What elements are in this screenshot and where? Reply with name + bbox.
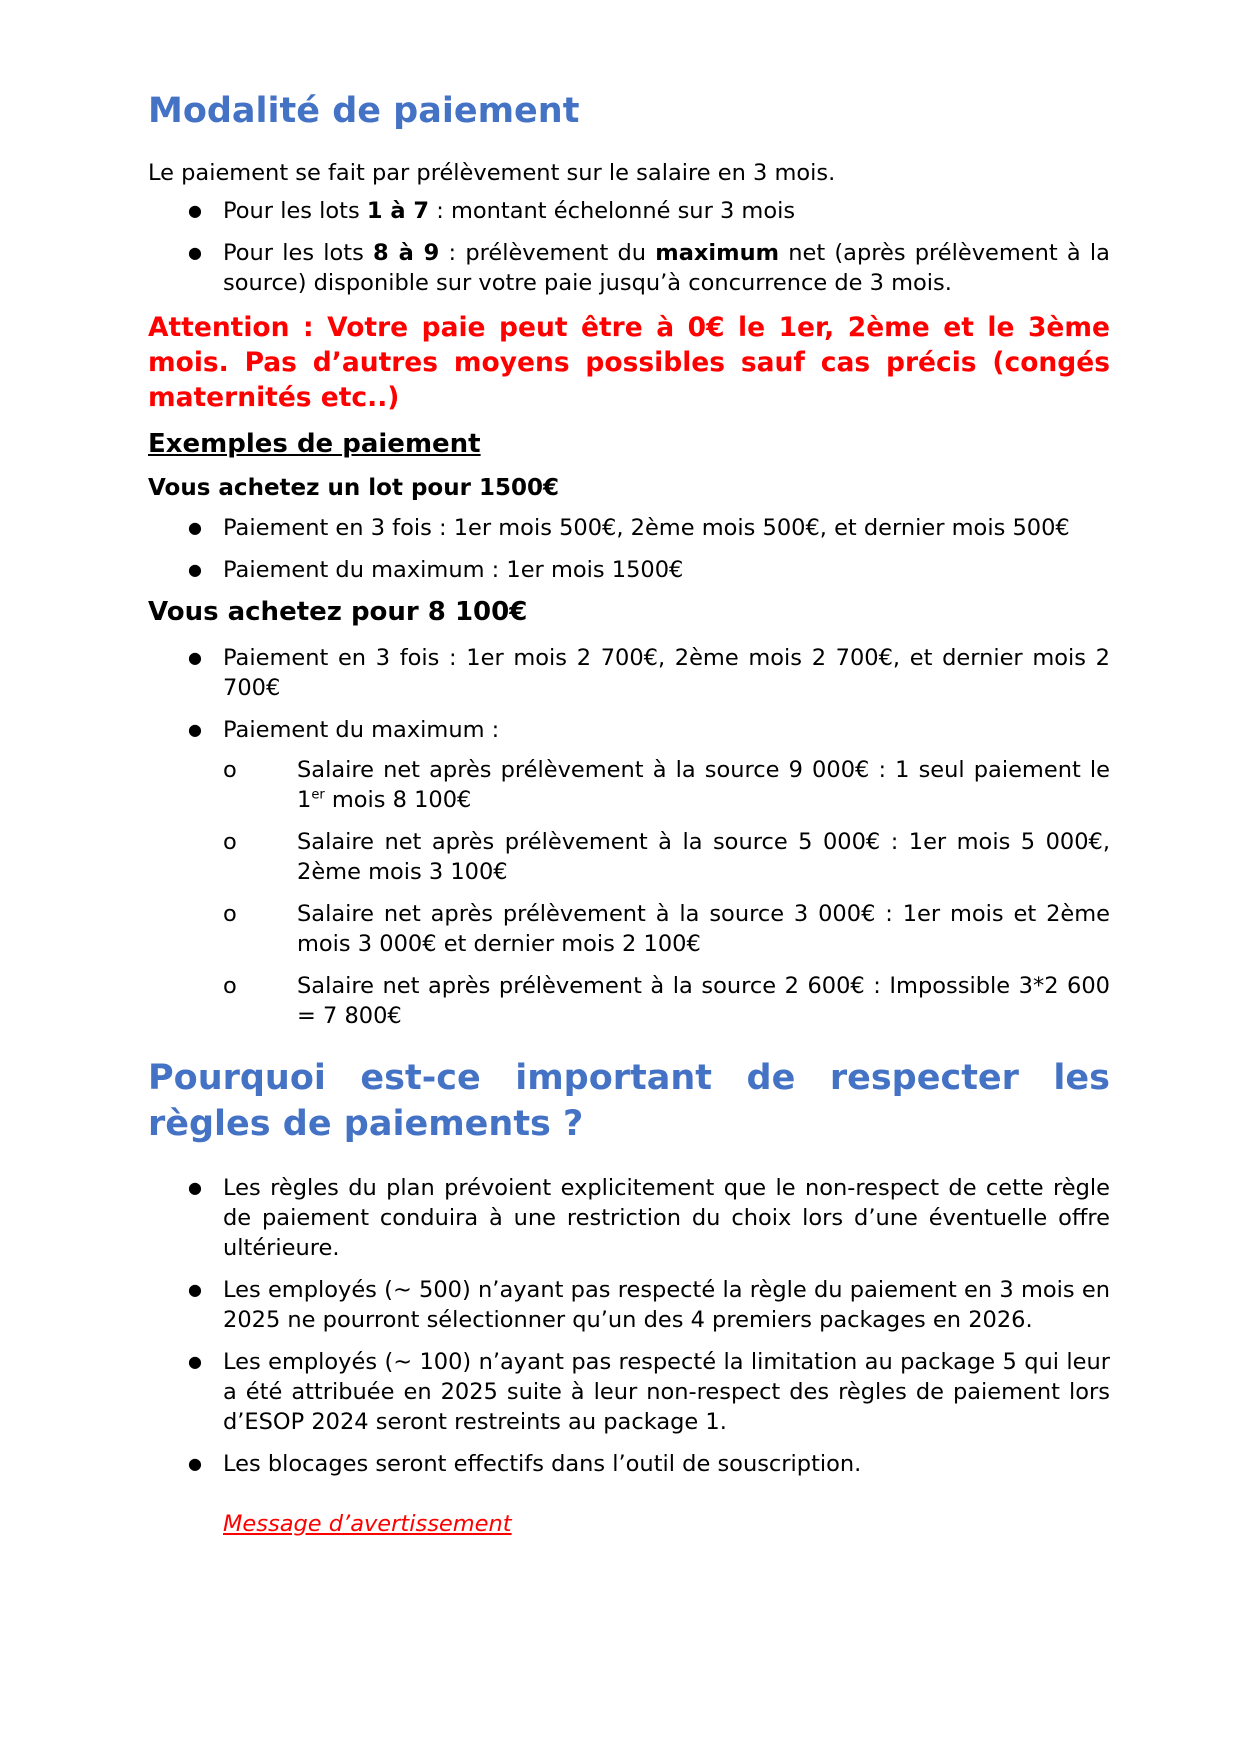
bullet-icon: ● [188, 560, 202, 579]
sub-bullet-icon: o [223, 757, 237, 783]
section-title-payment-terms: Modalité de paiement [148, 91, 580, 131]
sub-bullet-icon: o [223, 973, 237, 999]
superscript: er [311, 787, 325, 803]
item-text: Pour les lots [223, 198, 367, 224]
item-text: : prélèvement du [439, 240, 656, 266]
item-text: Pour les lots [223, 240, 374, 266]
salary-sub-list [223, 755, 1110, 1031]
list-item-lots-8-9 [148, 238, 1110, 298]
sub-list-item [223, 755, 1110, 815]
example-case-2-title: Vous achetez pour 8 100€ [148, 597, 528, 627]
bullet-icon: ● [188, 201, 202, 220]
sub-list-item [223, 899, 1110, 959]
item-text: Les employés (~ 500) n’ayant pas respecté la règle du paiement en 3 mois en 2025 ne pourront sélectionner qu’un des 4 premiers packages en 2026. [223, 1277, 1110, 1333]
sub-list-item [223, 971, 1110, 1031]
bullet-icon: ● [188, 1280, 202, 1299]
list-item [148, 1275, 1110, 1335]
bullet-icon: ● [188, 1352, 202, 1371]
examples-heading: Exemples de paiement [148, 429, 481, 459]
list-item [148, 1347, 1110, 1437]
bullet-icon: ● [188, 1454, 202, 1473]
item-bold-text: 8 à 9 [373, 240, 440, 266]
list-item [148, 643, 1110, 703]
item-text: Les employés (~ 100) n’ayant pas respecté la limitation au package 5 qui leur a été attribuée en 2025 suite à leur non-respect des règles de paiement lors d’ESOP 2024 seront restreints au package 1. [223, 1349, 1110, 1435]
item-text: Salaire net après prélèvement à la source 5 000€ : 1er mois 5 000€, 2ème mois 3 100€ [297, 829, 1110, 885]
sub-bullet-icon: o [223, 901, 237, 927]
sub-bullet-icon: o [223, 829, 237, 855]
sub-list-item [223, 827, 1110, 887]
item-text: Paiement du maximum : 1er mois 1500€ [223, 557, 684, 583]
item-text: mois 8 100€ [324, 787, 472, 813]
rules-list [148, 1173, 1110, 1479]
item-text: Salaire net après prélèvement à la source 9 000€ : 1 seul paiement le 1 [297, 757, 1110, 813]
list-item [148, 1449, 1110, 1479]
list-item [148, 513, 1110, 543]
item-text: Paiement du maximum : [223, 717, 500, 743]
item-text: Paiement en 3 fois : 1er mois 500€, 2ème mois 500€, et dernier mois 500€ [223, 515, 1070, 541]
item-text: Les blocages seront effectifs dans l’outil de souscription. [223, 1451, 862, 1477]
section-title-why-important: Pourquoi est-ce important de respecter les règles de paiements ? [148, 1058, 1110, 1144]
example-case-1-title: Vous achetez un lot pour 1500€ [148, 475, 559, 501]
list-item [148, 1173, 1110, 1263]
payment-lots-list [148, 196, 1110, 298]
bullet-icon: ● [188, 720, 202, 739]
item-text: Salaire net après prélèvement à la source 3 000€ : 1er mois et 2ème mois 3 000€ et dernier mois 2 100€ [297, 901, 1110, 957]
item-text: : montant échelonné sur 3 mois [429, 198, 796, 224]
bullet-icon: ● [188, 648, 202, 667]
bullet-icon: ● [188, 518, 202, 537]
item-text: net (après prélèvement à la source) disponible sur votre paie jusqu’à concurrence de 3 mois. [223, 240, 1110, 296]
item-text: Paiement en 3 fois : 1er mois 2 700€, 2ème mois 2 700€, et dernier mois 2 700€ [223, 645, 1110, 701]
warning-message-link[interactable]: Message d’avertissement [223, 1511, 512, 1537]
item-text: Les règles du plan prévoient explicitement que le non-respect de cette règle de paiement conduira à une restriction du choix lors d’une éventuelle offre ultérieure. [223, 1175, 1110, 1261]
item-text: Salaire net après prélèvement à la source 2 600€ : Impossible 3*2 600 = 7 800€ [297, 973, 1110, 1029]
example-case-2-list [148, 643, 1110, 1031]
attention-warning: Attention : Votre paie peut être à 0€ le 1er, 2ème et le 3ème mois. Pas d’autres moyens possibles sauf cas précis (congés maternités etc..) [148, 312, 1110, 413]
list-item-lots-1-7 [148, 196, 1110, 226]
document-page [148, 88, 1110, 1539]
item-bold-text: 1 à 7 [366, 198, 430, 224]
bullet-icon: ● [188, 243, 202, 262]
example-case-1-list [148, 513, 1110, 585]
item-bold-text: maximum [655, 240, 780, 266]
intro-paragraph: Le paiement se fait par prélèvement sur le salaire en 3 mois. [148, 160, 836, 186]
bullet-icon: ● [188, 1178, 202, 1197]
list-item [148, 555, 1110, 585]
list-item [148, 715, 1110, 1031]
